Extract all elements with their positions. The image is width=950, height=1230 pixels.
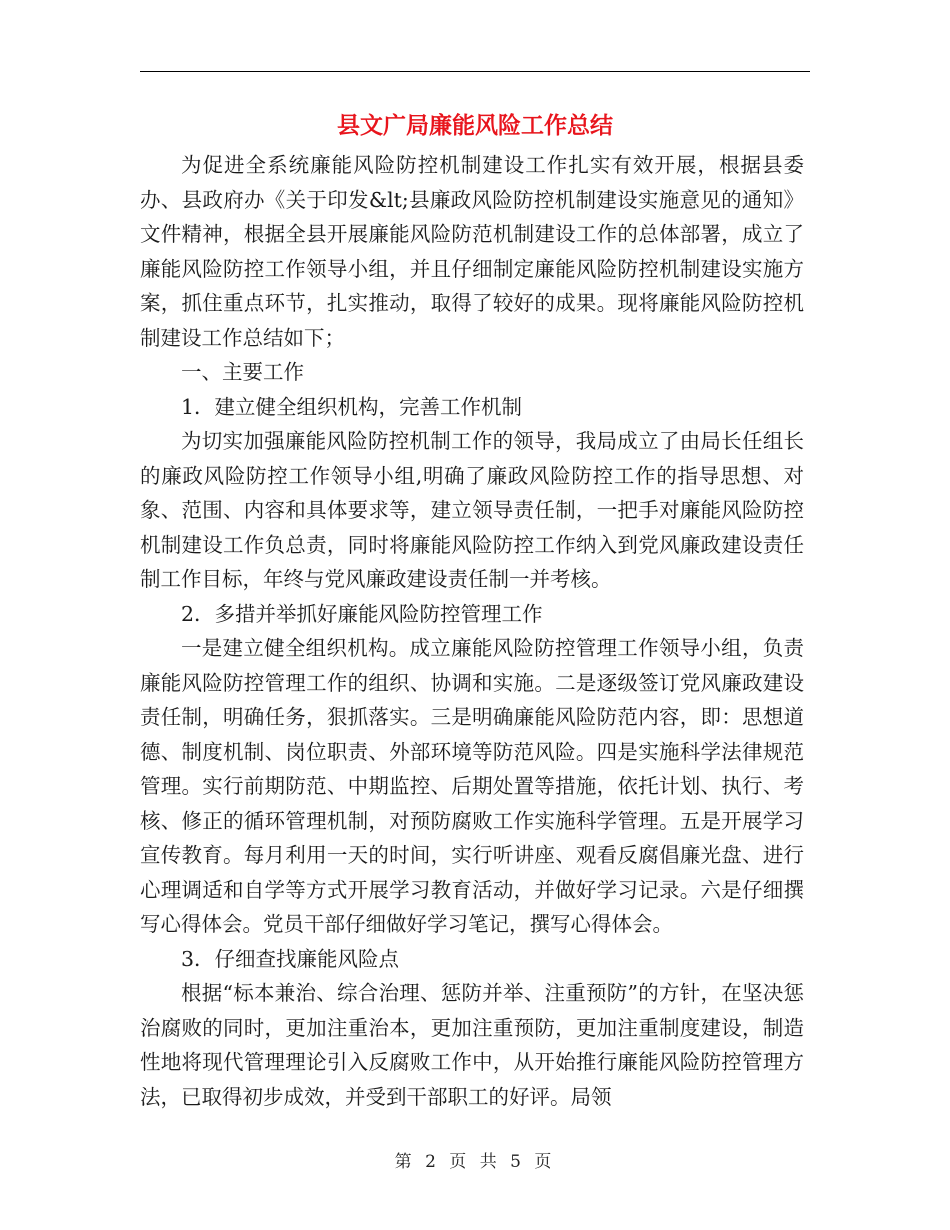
paragraph-2: 一是建立健全组织机构。成立廉能风险防控管理工作领导小组，负责廉能风险防控管理工作的组织、协调和实施。二是逐级签订党风廉政建设责任制，明确任务，狠抓落实。三是明确廉能风险防范内容，即：思想道德、制度机制、岗位职责、外部环境等防范风险。四是实施科学法律规范管理。实行前期防范、中期监控、后期处置等措施，依托计划、执行、考核、修正的循环管理机制，对预防腐败工作实施科学管理。五是开展学习宣传教育。每月利用一天的时间，实行听讲座、观看反腐倡廉光盘、进行心理调适和自学等方式开展学习教育活动，并做好学习记录。六是仔细撰写心得体会。党员干部仔细做好学习笔记，撰写心得体会。 [140, 636, 804, 936]
paragraph-intro: 为促进全系统廉能风险防控机制建设工作扎实有效开展，根据县委办、县政府办《关于印发&lt;县廉政风险防控机制建设实施意见的通知》文件精神，根据全县开展廉能风险防范机制建设工作的总体部署，成立了廉能风险防控工作领导小组，并且仔细制定廉能风险防控机制建设实施方案，抓住重点环节，扎实推动，取得了较好的成果。现将廉能风险防控机制建设工作总结如下； [140, 153, 804, 350]
subheading-3: 3．仔细查找廉能风险点 [181, 946, 400, 971]
document-body [140, 148, 804, 1114]
subheading-1: 1．建立健全组织机构，完善工作机制 [181, 394, 523, 419]
subheading-2: 2．多措并举抓好廉能风险防控管理工作 [181, 601, 543, 626]
page-number: 第 2 页 共 5 页 [394, 1152, 556, 1172]
section-heading-main-work: 一、主要工作 [181, 360, 304, 384]
paragraph-3: 根据“标本兼治、综合治理、惩防并举、注重预防”的方针，在坚决惩治腐败的同时，更加注重治本，更加注重预防，更加注重制度建设，制造性地将现代管理理论引入反腐败工作中，从开始推行廉能风险防控管理方法，已取得初步成效，并受到干部职工的好评。局领 [140, 981, 804, 1109]
document-title: 县文广局廉能风险工作总结 [337, 113, 613, 139]
header-rule [140, 71, 810, 72]
paragraph-1: 为切实加强廉能风险防控机制工作的领导，我局成立了由局长任组长的廉政风险防控工作领导小组,明确了廉政风险防控工作的指导思想、对象、范围、内容和具体要求等，建立领导责任制，一把手对廉能风险防控机制建设工作负总责，同时将廉能风险防控工作纳入到党风廉政建设责任制工作目标，年终与党风廉政建设责任制一并考核。 [140, 429, 804, 591]
